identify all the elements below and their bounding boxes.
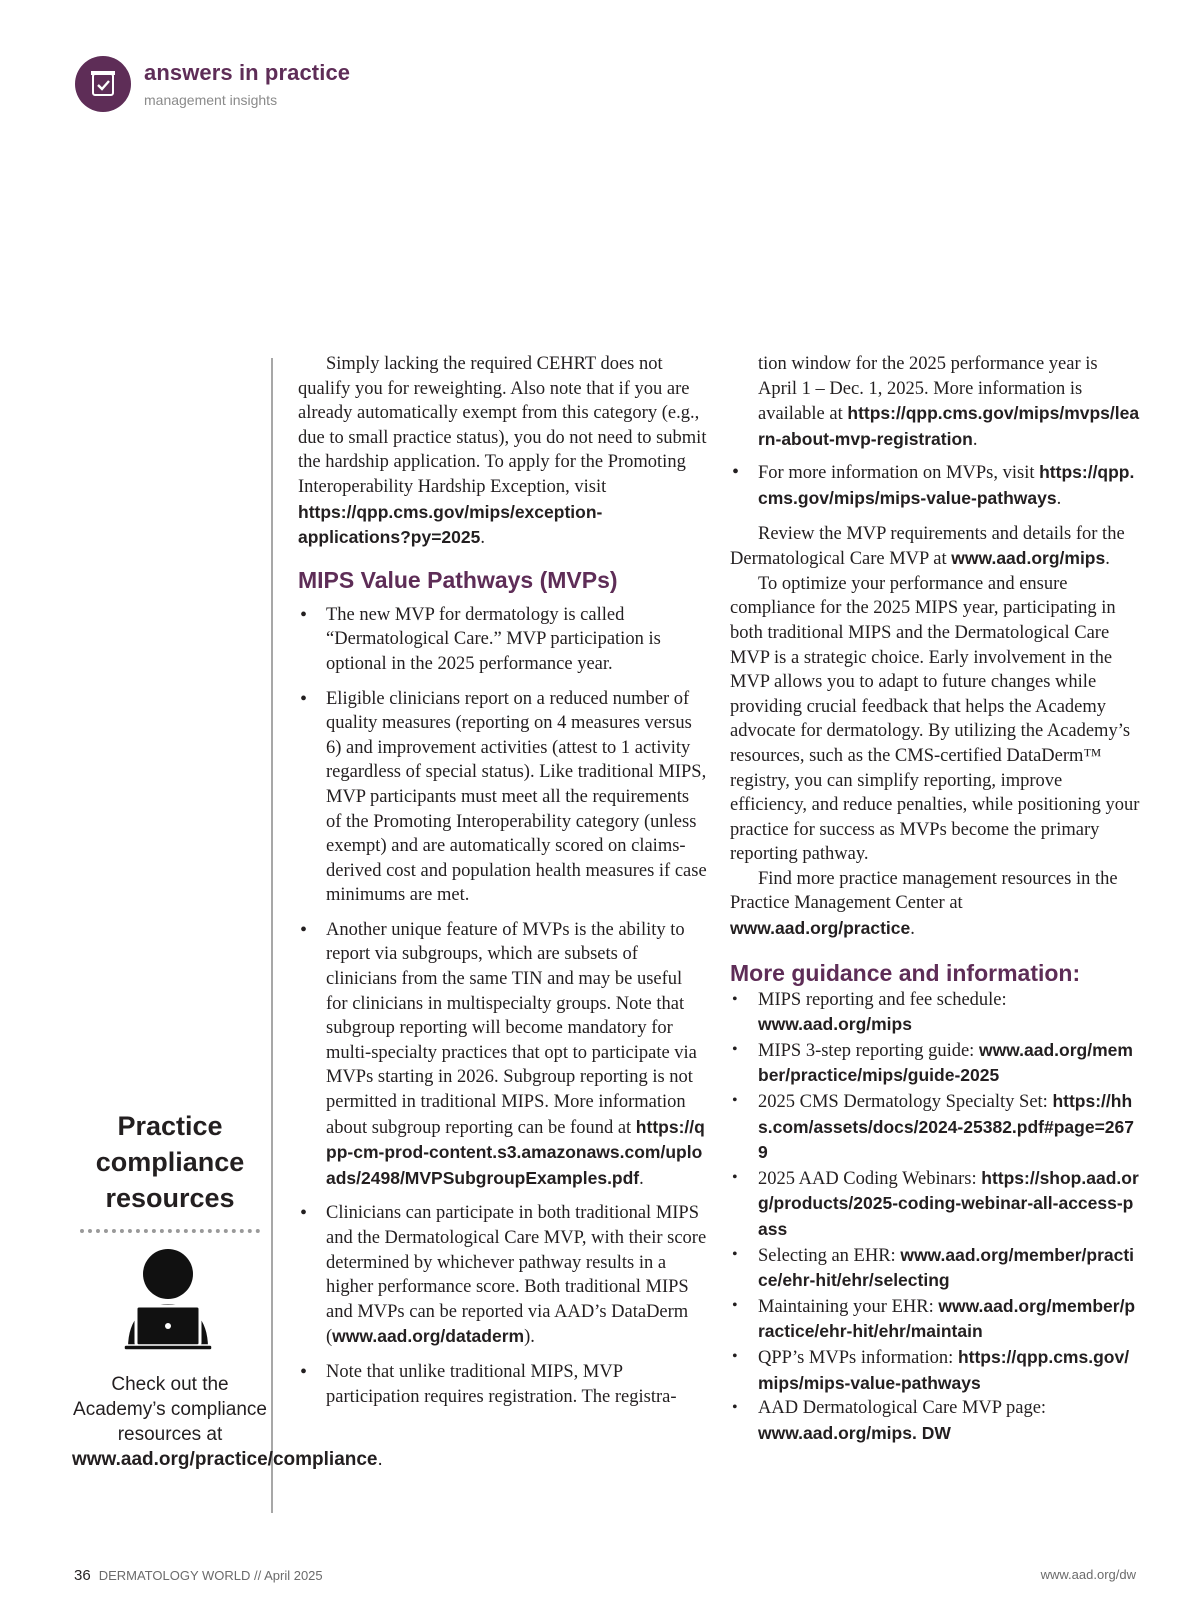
section-logo xyxy=(75,56,131,112)
sidebar-title: Practice compliance resources xyxy=(95,1111,245,1213)
section-title: answers in practice xyxy=(144,60,351,85)
paragraph: Review the MVP requirements and details for the Dermatological Care MVP at www.aad.org/mips. xyxy=(730,523,1125,570)
article-column-2 xyxy=(730,352,1140,1446)
list-item: • Another unique feature of MVPs is the ability to report via subgroups, which are subsets of clinicians from the same TIN and may be useful for clinicians in multispecialty groups. Note that subgroup reporting will become mandatory for multi-specialty practices that opt to participate via MVPs starting in 2026. Subgroup reporting is not permitted in traditional MIPS. More information about subgroup reporting can be found at https://qpp-cm-prod-content.s3.amazonaws.com/uploads/2498/MVPSubgroupExamples.pdf. xyxy=(298,918,708,1192)
continued-bullet: tion window for the 2025 performance year is April 1 – Dec. 1, 2025. More information is available at https://qpp.cms.gov/mips/mvps/learn-about-mvp-registration. xyxy=(758,354,1140,450)
resource-link[interactable]: https://qpp.cms.gov/mips/mips-value-pathways xyxy=(758,1346,1130,1393)
end-mark: DW xyxy=(916,1422,951,1443)
intro-paragraph: Simply lacking the required CEHRT does not qualify you for reweighting. Also note that if you are already automatically exempt from this category (e.g., due to small practice status), you do not need to submit the hardship application. To apply for the Promoting Interoperability Hardship Exception, visit https://qpp.cms.gov/mips/exception-applications?py=2025. xyxy=(298,354,707,549)
list-item: • 2025 CMS Dermatology Specialty Set: https://hhs.com/assets/docs/2024-25382.pdf#page=2679 xyxy=(730,1089,1140,1166)
subgroup-link[interactable]: https://qpp-cm-prod-content.s3.amazonaws.com/uploads/2498/MVPSubgroupExamples.pdf xyxy=(326,1116,705,1188)
mvp-pathways-link[interactable]: https://qpp.cms.gov/mips/mips-value-pathways xyxy=(758,462,1135,508)
footer-url[interactable]: www.aad.org/dw xyxy=(1040,1567,1136,1582)
list-item: • QPP’s MVPs information: https://qpp.cms.gov/mips/mips-value-pathways xyxy=(730,1345,1140,1396)
person-laptop-icon xyxy=(122,1248,214,1357)
footer-left xyxy=(74,1567,323,1584)
list-item: • 2025 AAD Coding Webinars: https://shop.aad.org/products/2025-coding-webinar-all-access-pass xyxy=(730,1166,1140,1243)
list-item: • AAD Dermatological Care MVP page: www.aad.org/mips. DW xyxy=(730,1396,1140,1446)
column-divider xyxy=(271,358,273,1513)
dotted-divider xyxy=(80,1229,260,1233)
list-item: • MIPS 3-step reporting guide: www.aad.org/member/practice/mips/guide-2025 xyxy=(730,1038,1140,1089)
checklist-icon xyxy=(87,68,119,100)
paragraph: To optimize your performance and ensure compliance for the 2025 MIPS year, participating in both traditional MIPS and the Dermatological Care MVP is a strategic choice. Early involvement in the MVP allows you to adapt to future changes while providing crucial feedback that helps the Academy advocate for dermatology. By utilizing the Academy’s resources, such as the CMS-certified DataDerm™ registry, you can simplify reporting, improve efficiency, and reduce penalties, while positioning your practice for success as MVPs become the primary reporting pathway. xyxy=(730,573,1140,865)
paragraph: Find more practice management resources in the Practice Management Center at www.aad.org/practice. xyxy=(730,868,1118,940)
list-item: • Selecting an EHR: www.aad.org/member/practice/ehr-hit/ehr/selecting xyxy=(730,1243,1140,1294)
list-item: • Eligible clinicians report on a reduced number of quality measures (reporting on 4 measures versus 6) and improvement activities (attest to 1 activity regardless of special status). Like traditional MIPS, MVP participants must meet all the requirements of the Promoting Interoperability category (unless exempt) and are automatically scored on claims-derived cost and population health measures if case minimums are met. xyxy=(298,687,708,908)
resource-link[interactable]: https://shop.aad.org/products/2025-coding-webinar-all-access-pass xyxy=(758,1167,1139,1239)
mvp-bullet-list xyxy=(298,603,708,1409)
resource-link[interactable]: https://hhs.com/assets/docs/2024-25382.pdf#page=2679 xyxy=(758,1091,1134,1163)
list-item: • MIPS reporting and fee schedule: www.aad.org/mips xyxy=(730,988,1140,1038)
list-item: • Maintaining your EHR: www.aad.org/member/practice/ehr-hit/ehr/maintain xyxy=(730,1294,1140,1345)
list-item: • Note that unlike traditional MIPS, MVP participation requires registration. The registra- xyxy=(298,1360,708,1409)
mvp-heading: MIPS Value Pathways (MVPs) xyxy=(298,566,618,593)
article-column-1 xyxy=(298,352,708,1419)
dataderm-link[interactable]: www.aad.org/dataderm xyxy=(332,1326,525,1347)
publication-name: DERMATOLOGY WORLD // April 2025 xyxy=(98,1568,323,1583)
mvp-info-list xyxy=(730,460,1140,511)
resource-link[interactable]: www.aad.org/member/practice/ehr-hit/ehr/selecting xyxy=(758,1244,1135,1291)
resource-link[interactable]: www.aad.org/member/practice/mips/guide-2025 xyxy=(758,1039,1133,1086)
guidance-list xyxy=(730,988,1140,1447)
sidebar-text: Check out the Academy’s compliance resources at www.aad.org/practice/compliance. xyxy=(72,1374,383,1470)
list-item: • The new MVP for dermatology is called “Dermatological Care.” MVP participation is optional in the 2025 performance year. xyxy=(298,603,708,677)
resource-link[interactable]: www.aad.org/mips. xyxy=(758,1422,917,1443)
compliance-link[interactable]: www.aad.org/practice/compliance xyxy=(72,1449,378,1470)
mvp-registration-link[interactable]: https://qpp.cms.gov/mips/mvps/learn-about-mvp-registration xyxy=(758,403,1140,449)
exception-link[interactable]: https://qpp.cms.gov/mips/exception-applications?py=2025 xyxy=(298,501,603,548)
resource-link[interactable]: www.aad.org/member/practice/ehr-hit/ehr/maintain xyxy=(758,1295,1136,1342)
list-item: • Clinicians can participate in both traditional MIPS and the Dermatological Care MVP, with their score determined by whichever pathway results in a higher performance score. Both traditional MIPS and MVPs can be reported via AAD’s DataDerm (www.aad.org/dataderm). xyxy=(298,1201,708,1350)
aad-mips-link[interactable]: www.aad.org/mips xyxy=(951,548,1106,569)
practice-link[interactable]: www.aad.org/practice xyxy=(730,918,911,939)
resource-link[interactable]: www.aad.org/mips xyxy=(758,1014,912,1035)
list-item: • For more information on MVPs, visit https://qpp.cms.gov/mips/mips-value-pathways. xyxy=(730,460,1140,511)
page-number: 36 xyxy=(74,1567,91,1584)
section-subtitle: management insights xyxy=(144,92,278,108)
guidance-heading: More guidance and information: xyxy=(730,959,1081,986)
